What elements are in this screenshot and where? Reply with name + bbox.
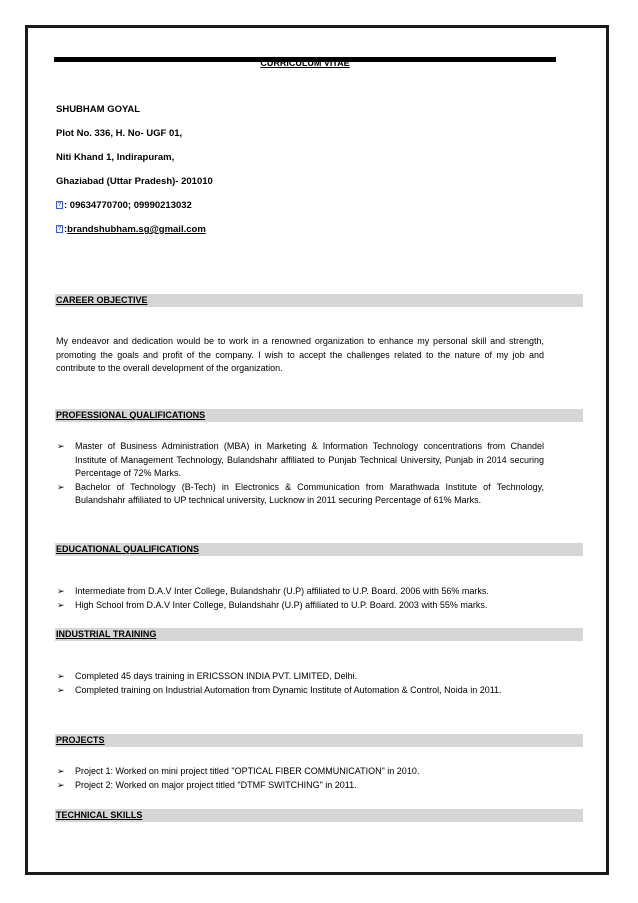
bullet-arrow-icon: ➢ <box>57 599 65 610</box>
address-line-3: Ghaziabad (Uttar Pradesh)- 201010 <box>56 176 213 187</box>
phone-number: : 09634770700; 09990213032 <box>64 200 192 211</box>
email-link[interactable]: brandshubham.sg@gmail.com <box>67 224 206 235</box>
educational-qualifications-heading <box>55 543 583 556</box>
industrial-training-heading <box>55 628 583 641</box>
phone-line <box>56 200 192 212</box>
list-item: ➢ Completed 45 days training in ERICSSON INDIA PVT. LIMITED, Delhi. <box>56 670 544 684</box>
career-objective-heading <box>55 294 583 307</box>
technical-skills-heading <box>55 809 583 822</box>
email-prefix: : <box>64 224 68 235</box>
candidate-name: SHUBHAM GOYAL <box>56 104 141 115</box>
career-objective-text: My endeavor and dedication would be to work in a renowned organization to enhance my personal skill and strength, promoting the goals and profit of the company. I wish to accept the challenges related to the nature of my job and contribute to the overall development of the organization. <box>56 336 544 373</box>
projects-list <box>56 765 544 792</box>
bullet-arrow-icon: ➢ <box>57 684 65 695</box>
educational-qualifications-heading-text: EDUCATIONAL QUALIFICATIONS <box>56 544 199 554</box>
address-line-2: Niti Khand 1, Indirapuram, <box>56 152 175 163</box>
list-item: ➢ Bachelor of Technology (B-Tech) in Electronics & Communication from Marathwada Institute of Technology, Bulandshahr affiliated to UP technical university, Lucknow in 2011 securing Percentage of 61% Marks. <box>57 481 544 505</box>
projects-heading <box>55 734 583 747</box>
industrial-training-list <box>56 670 544 697</box>
bullet-arrow-icon: ➢ <box>57 766 65 776</box>
list-item: ➢ Master of Business Administration (MBA) in Marketing & Information Technology concentrations from Chandel Institute of Management Technology, Bulandshahr affiliated to Punjab Technical University, Punjab in 2014 securing Percentage of 72% Marks. <box>57 441 544 478</box>
list-item: ➢ Project 1: Worked on mini project titled "OPTICAL FIBER COMMUNICATION" in 2010. <box>56 765 544 779</box>
bullet-arrow-icon: ➢ <box>57 586 65 596</box>
document-title: CURRICULUM VITAE <box>260 58 350 68</box>
email-line <box>56 224 206 236</box>
email-icon: ? <box>57 226 62 233</box>
phone-icon: ? <box>57 202 62 209</box>
list-item: ➢ Completed training on Industrial Automation from Dynamic Institute of Automation & Control, Noida in 2011. <box>56 684 544 698</box>
professional-qualifications-heading-text: PROFESSIONAL QUALIFICATIONS <box>56 410 206 420</box>
projects-heading-text: PROJECTS <box>56 735 105 745</box>
bullet-arrow-icon: ➢ <box>57 481 65 492</box>
professional-qualifications-list <box>56 440 544 508</box>
educational-qualifications-list <box>56 585 544 612</box>
career-objective-heading-text: CAREER OBJECTIVE <box>56 295 148 305</box>
list-item: ➢ High School from D.A.V Inter College, Bulandshahr (U.P) affiliated to U.P. Board. 2003 with 55% marks. <box>56 599 544 613</box>
address-line-1: Plot No. 336, H. No- UGF 01, <box>56 128 183 139</box>
bullet-arrow-icon: ➢ <box>57 671 65 681</box>
bullet-arrow-icon: ➢ <box>57 441 65 451</box>
bullet-arrow-icon: ➢ <box>57 779 65 790</box>
list-item: ➢ Project 2: Worked on major project titled "DTMF SWITCHING" in 2011. <box>56 779 544 793</box>
industrial-training-heading-text: INDUSTRIAL TRAINING <box>56 629 157 639</box>
list-item: ➢ Intermediate from D.A.V Inter College, Bulandshahr (U.P) affiliated to U.P. Board. 2006 with 56% marks. <box>56 585 544 599</box>
technical-skills-heading-text: TECHNICAL SKILLS <box>56 810 143 820</box>
professional-qualifications-heading <box>55 409 583 422</box>
